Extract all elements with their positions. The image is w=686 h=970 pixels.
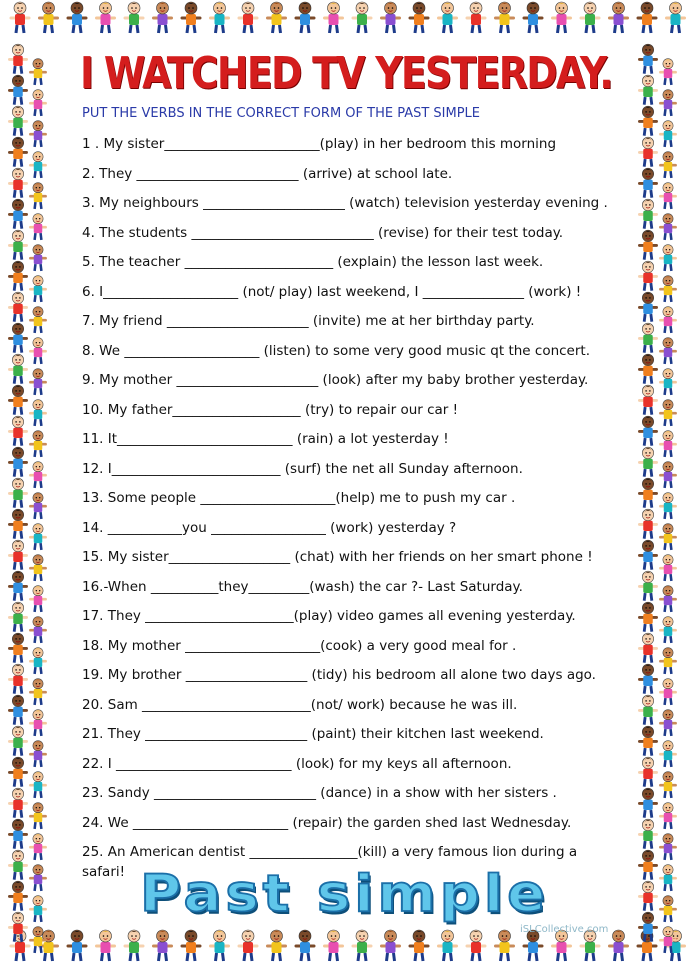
kid-figure (639, 354, 656, 383)
kid-figure (30, 927, 45, 953)
kid-figure (9, 75, 26, 104)
kid-figure (9, 602, 26, 631)
kid-figure (660, 90, 675, 116)
kid-figure (639, 757, 656, 786)
kid-figure (30, 679, 45, 705)
kid-figure (9, 261, 26, 290)
exercise-item: 8. We ____________________ (listen) to some very good music qt the concert. (82, 342, 590, 359)
exercise-item: 1 . My sister_______________________(play) in her bedroom this morning (82, 136, 557, 152)
kid-figure (30, 338, 45, 364)
kid-figure (268, 930, 286, 961)
exercise-item: 19. My brother __________________ (tidy) his bedroom all alone two days ago. (82, 667, 596, 683)
kid-figure (467, 930, 485, 961)
kid-figure (125, 930, 143, 961)
kid-figure (353, 930, 371, 961)
kid-figure (638, 930, 656, 961)
kid-figure (581, 2, 599, 33)
kid-figure (639, 416, 656, 445)
exercise-item: 15. My sister__________________ (chat) with her friends on her smart phone ! (82, 549, 593, 565)
kid-figure (660, 710, 675, 736)
kid-figure (239, 2, 257, 33)
kid-figure (9, 230, 26, 259)
exercise-list (82, 134, 622, 886)
kid-figure (296, 2, 314, 33)
kid-figure (30, 121, 45, 147)
exercise-item: 18. My mother ____________________(cook) a very good meal for . (82, 637, 517, 654)
kid-figure (30, 741, 45, 767)
kid-figure (639, 602, 656, 631)
kid-figure (467, 2, 485, 33)
exercise-item: 23. Sandy ________________________ (dance) in a show with her sisters . (82, 785, 557, 801)
kid-figure (239, 930, 257, 961)
kid-figure (9, 44, 26, 73)
watermark: iSLCollective.com (520, 924, 609, 935)
kid-figure (639, 447, 656, 476)
kid-figure (660, 524, 675, 550)
kid-figure (30, 834, 45, 860)
kid-figure (660, 617, 675, 643)
kid-figure (660, 245, 675, 271)
kid-figure (639, 75, 656, 104)
kid-figure (30, 896, 45, 922)
kid-figure (30, 710, 45, 736)
kid-figure (9, 540, 26, 569)
kid-figure (610, 930, 628, 961)
kid-figure (496, 930, 514, 961)
exercise-item: 21. They ________________________ (paint) their kitchen last weekend. (82, 726, 544, 742)
kid-figure (11, 2, 29, 33)
exercise-item: 9. My mother _____________________ (look) after my baby brother yesterday. (82, 372, 589, 388)
kid-figure (9, 292, 26, 321)
kid-figure (660, 369, 675, 395)
kid-figure (639, 509, 656, 538)
exercise-item: 10. My father___________________ (try) to repair our car ! (82, 401, 459, 418)
kid-figure (660, 183, 675, 209)
kid-figure (660, 121, 675, 147)
kid-figure (9, 416, 26, 445)
kid-figure (660, 152, 675, 178)
kid-figure (660, 896, 675, 922)
kid-figure (660, 59, 675, 85)
kid-figure (325, 2, 343, 33)
kid-figure (211, 930, 229, 961)
kid-figure (660, 555, 675, 581)
kid-figure (639, 137, 656, 166)
kid-figure (667, 2, 685, 33)
kid-figure (660, 276, 675, 302)
kid-figure (182, 2, 200, 33)
kid-figure (30, 307, 45, 333)
kid-figure (9, 385, 26, 414)
kid-figure (9, 757, 26, 786)
kid-figure (639, 540, 656, 569)
kid-figure (639, 478, 656, 507)
exercise-item: 6. I____________________ (not/ play) last weekend, I _______________ (work) ! (82, 283, 582, 300)
kid-figure (660, 214, 675, 240)
kid-figure (40, 2, 58, 33)
kid-figure (639, 695, 656, 724)
exercise-item: 13. Some people ____________________(help) me to push my car . (82, 490, 516, 506)
exercise-item: 17. They ______________________(play) video games all evening yesterday. (82, 608, 576, 624)
kid-figure (68, 2, 86, 33)
kid-figure (30, 276, 45, 302)
kid-figure (660, 834, 675, 860)
kid-figure (30, 493, 45, 519)
kid-figure (30, 648, 45, 674)
exercise-item: 24. We _______________________ (repair) the garden shed last Wednesday. (82, 814, 572, 831)
kid-figure (9, 881, 26, 910)
kid-figure (439, 930, 457, 961)
kid-figure (639, 633, 656, 662)
kid-figure (9, 695, 26, 724)
kid-figure (639, 168, 656, 197)
kid-figure (638, 2, 656, 33)
worksheet-title: I WATCHED TV YESTERDAY. (80, 48, 612, 99)
kid-figure (296, 930, 314, 961)
exercise-item: 7. My friend _____________________ (invite) me at her birthday party. (82, 313, 535, 329)
kid-figure (639, 788, 656, 817)
kid-figure (30, 555, 45, 581)
kid-figure (660, 741, 675, 767)
kid-figure (9, 199, 26, 228)
kid-figure (30, 214, 45, 240)
kid-figure (30, 462, 45, 488)
kid-figure (9, 788, 26, 817)
exercise-item: 25. An American dentist ________________(kill) a very famous lion during a safari! (82, 844, 578, 880)
kid-figure (660, 679, 675, 705)
kid-figure (9, 106, 26, 135)
instruction-text: PUT THE VERBS IN THE CORRECT FORM OF THE PAST SIMPLE (82, 106, 481, 121)
kid-figure (639, 323, 656, 352)
kid-figure (9, 726, 26, 755)
kid-figure (30, 431, 45, 457)
kid-figure (9, 447, 26, 476)
kid-figure (30, 586, 45, 612)
kid-figure (353, 2, 371, 33)
kid-figure (9, 354, 26, 383)
kid-figure (610, 2, 628, 33)
exercise-item: 3. My neighbours _____________________ (watch) television yesterday evening . (82, 195, 608, 211)
kid-figure (30, 865, 45, 891)
footer-banner (140, 862, 549, 927)
kid-figure (9, 137, 26, 166)
kid-figure (30, 245, 45, 271)
kid-figure (639, 571, 656, 600)
kid-figure (68, 930, 86, 961)
kid-figure (154, 2, 172, 33)
exercise-item: 5. The teacher ______________________ (explain) the lesson last week. (82, 254, 544, 270)
kid-figure (639, 819, 656, 848)
kid-figure (30, 183, 45, 209)
kid-figure (97, 930, 115, 961)
kid-figure (382, 2, 400, 33)
footer-title: Past simple (140, 865, 550, 924)
kid-figure (9, 323, 26, 352)
kid-figure (660, 462, 675, 488)
kid-figure (30, 524, 45, 550)
kid-figure (639, 726, 656, 755)
kid-figure (9, 664, 26, 693)
kid-figure (125, 2, 143, 33)
kid-figure (30, 369, 45, 395)
kid-figure (660, 648, 675, 674)
kid-figure (553, 2, 571, 33)
kid-figure (30, 90, 45, 116)
kid-figure (268, 2, 286, 33)
kid-figure (9, 819, 26, 848)
kid-figure (9, 168, 26, 197)
kid-figure (9, 478, 26, 507)
kid-figure (660, 586, 675, 612)
kid-figure (30, 803, 45, 829)
kid-figure (660, 431, 675, 457)
kid-figure (410, 930, 428, 961)
kid-figure (639, 850, 656, 879)
kid-figure (639, 664, 656, 693)
kid-figure (660, 865, 675, 891)
exercise-item: 11. It__________________________ (rain) a lot yesterday ! (82, 431, 449, 447)
kid-figure (660, 772, 675, 798)
kid-figure (660, 307, 675, 333)
exercise-item: 12. I_________________________ (surf) the net all Sunday afternoon. (82, 460, 523, 477)
kid-figure (154, 930, 172, 961)
kid-figure (9, 509, 26, 538)
kid-figure (639, 199, 656, 228)
kid-figure (639, 261, 656, 290)
kid-figure (639, 881, 656, 910)
kid-figure (639, 44, 656, 73)
exercise-item: 22. I __________________________ (look) for my keys all afternoon. (82, 755, 512, 772)
kid-figure (639, 230, 656, 259)
kid-figure (660, 338, 675, 364)
exercise-item: 4. The students ___________________________ (revise) for their test today. (82, 224, 564, 241)
exercise-item: 2. They ________________________ (arrive) at school late. (82, 165, 453, 182)
kid-figure (660, 400, 675, 426)
kid-figure (496, 2, 514, 33)
kid-figure (524, 2, 542, 33)
kid-figure (660, 803, 675, 829)
exercise-item: 20. Sam _________________________(not/ work) because he was ill. (82, 696, 518, 713)
kid-figure (9, 850, 26, 879)
kid-figure (660, 493, 675, 519)
kid-figure (30, 772, 45, 798)
kid-figure (639, 106, 656, 135)
kid-figure (639, 385, 656, 414)
kid-figure (30, 617, 45, 643)
kid-figure (97, 2, 115, 33)
kid-figure (325, 930, 343, 961)
kid-figure (9, 571, 26, 600)
kid-figure (30, 400, 45, 426)
kid-figure (211, 2, 229, 33)
exercise-item: 14. ___________you _________________ (work) yesterday ? (82, 519, 457, 536)
kid-figure (639, 292, 656, 321)
kid-figure (9, 633, 26, 662)
kid-figure (410, 2, 428, 33)
kid-figure (439, 2, 457, 33)
kid-figure (182, 930, 200, 961)
exercise-item: 16.-When __________they_________(wash) the car ?- Last Saturday. (82, 578, 523, 595)
kid-figure (30, 152, 45, 178)
kid-figure (382, 930, 400, 961)
kid-figure (30, 59, 45, 85)
